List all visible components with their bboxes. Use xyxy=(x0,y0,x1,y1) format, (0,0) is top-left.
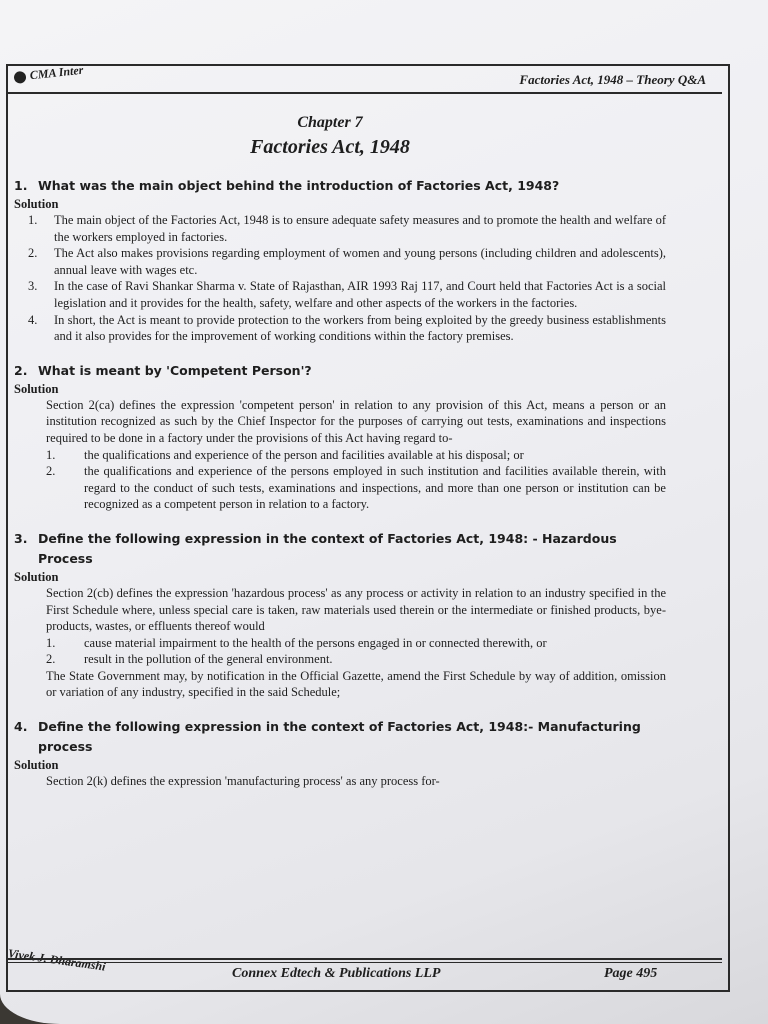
running-title: Factories Act, 1948 – Theory Q&A xyxy=(519,72,706,87)
question-text: Define the following expression in the context of Factories Act, 1948: - Hazardous Process xyxy=(38,530,617,566)
list-item: 1. the qualifications and experience of the person and facilities available at his disposal; or xyxy=(46,447,524,462)
chapter-title: Factories Act, 1948 xyxy=(250,136,410,158)
chapter-label: Chapter 7 xyxy=(297,114,363,131)
brand-name: CMA Inter xyxy=(29,62,85,83)
list-item: 1. The main object of the Factories Act, 1948 is to ensure adequate safety measures and to promote the health and welfare of the workers employed in factories. xyxy=(28,213,666,244)
solution-paragraph: Section 2(ca) defines the expression 'competent person' in relation to any provision of this Act, means a person or an institution recognized as such by the Chief Inspector for the purposes of carrying out tests, examinations and inspections required to be done in a factory under the provisions of this Act having regard to- xyxy=(46,397,666,445)
list-item: 4. In short, the Act is meant to provide protection to the workers from being exploited by the greedy business establishments and it also provides for the improvement of working conditions within the factory premises. xyxy=(28,312,666,344)
footer-rule-thin xyxy=(8,962,722,963)
cma-logo-icon xyxy=(13,70,26,83)
question-number: 2. xyxy=(14,362,28,378)
list-item: 2. the qualifications and experience of the persons employed in such institution and facilities available therein, with regard to the conduct of such tests, examinations and inspections, and more than one person or institution can be recognized as a competent person in relation to a factory. xyxy=(46,464,666,512)
question-text: Define the following expression in the context of Factories Act, 1948:- Manufacturing process xyxy=(38,719,641,755)
footer-rule xyxy=(8,958,722,960)
footer-author: Vivek J. Dharamshi xyxy=(7,946,107,974)
solution-paragraph: Section 2(k) defines the expression 'manufacturing process' as any process for- xyxy=(46,774,440,789)
page-header xyxy=(8,62,722,94)
list-item: 2. result in the pollution of the general environment. xyxy=(46,652,333,667)
solution-label: Solution xyxy=(14,569,59,584)
question-text: What is meant by 'Competent Person'? xyxy=(38,362,312,378)
page-number: Page 495 xyxy=(604,966,658,981)
question-2 xyxy=(14,361,666,381)
question-number: 4. xyxy=(14,719,28,735)
content xyxy=(14,176,666,790)
solution-label: Solution xyxy=(14,197,59,211)
solution-closing: The State Government may, by notification in the Official Gazette, amend the First Schedule by way of addition, omission or variation of any industry, specified in the said Schedule; xyxy=(46,668,666,700)
question-3 xyxy=(14,529,666,569)
solution-label: Solution xyxy=(14,381,59,396)
solution-label: Solution xyxy=(14,758,59,773)
question-text: What was the main object behind the introduction of Factories Act, 1948? xyxy=(38,178,560,193)
question-number: 1. xyxy=(14,178,28,193)
question-4 xyxy=(14,717,666,757)
list-item: 2. The Act also makes provisions regarding employment of women and young persons (including children and adolescents), annual leave with wages etc. xyxy=(28,246,666,277)
solution-paragraph: Section 2(cb) defines the expression 'hazardous process' as any process or activity in relation to an industry specified in the First Schedule where, unless special care is taken, raw materials used therein or the intermediate or finished products, bye-products, wastes, or effluents thereof would xyxy=(46,585,666,634)
question-number: 3. xyxy=(14,530,28,546)
question-1 xyxy=(14,176,666,196)
list-item: 1. cause material impairment to the health of the persons engaged in or connected therewith, or xyxy=(46,635,547,650)
footer-publisher: Connex Edtech & Publications LLP xyxy=(232,966,441,981)
list-item: 3. In the case of Ravi Shankar Sharma v. State of Rajasthan, AIR 1993 Raj 117, and Court held that Factories Act is a social legislation and it provides for the health, safety, welfare and other aspects of the workers in the factories. xyxy=(28,279,666,310)
